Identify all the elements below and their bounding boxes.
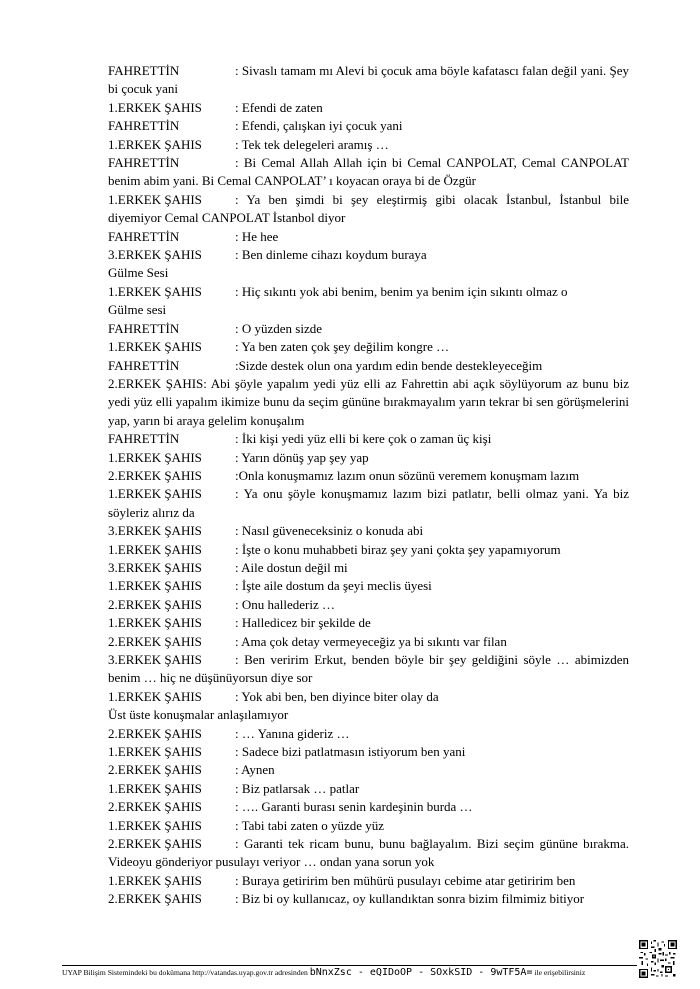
transcript-line — [70, 301, 629, 319]
speaker-name: 2.ERKEK ŞAHIS — [108, 725, 202, 741]
speaker-name: 1.ERKEK ŞAHIS — [108, 541, 202, 557]
footer-prefix: UYAP Bilişim Sistemindeki bu dokümana http://vatandas.uyap.gov.tr adresinden — [62, 968, 308, 977]
utterance-text: : Ama çok detay vermeyeceğiz ya bi sıkıntı var filan — [235, 633, 507, 649]
utterance-text: Gülme Sesi — [108, 265, 169, 281]
utterance-text: :Onla konuşmamız lazım onun sözünü veremem konuşmam lazım — [235, 467, 580, 483]
footer-divider — [62, 965, 637, 966]
utterance-text: : Yok abi ben, ben diyince biter olay da — [235, 688, 439, 704]
speaker-name: 3.ERKEK ŞAHIS — [108, 523, 202, 539]
speaker-name: 1.ERKEK ŞAHIS — [108, 872, 202, 888]
speaker-name: 2.ERKEK ŞAHIS — [108, 596, 202, 612]
utterance-text: : İki kişi yedi yüz elli bi kere çok o zaman üç kişi — [235, 431, 492, 447]
transcript-line — [70, 320, 629, 338]
qr-code-icon — [639, 940, 677, 978]
footer-suffix: ile erişebilirsiniz — [534, 968, 586, 977]
utterance-text: : Biz patlarsak … patlar — [235, 780, 360, 796]
transcript-line — [70, 449, 629, 467]
speaker-name: FAHRETTİN — [108, 431, 180, 447]
transcript — [70, 62, 629, 909]
utterance-text: Üst üste konuşmalar anlaşılamıyor — [108, 707, 289, 723]
transcript-line — [70, 559, 629, 577]
speaker-name: 1.ERKEK ŞAHIS — [108, 283, 202, 299]
utterance-text: : Ya onu şöyle konuşmamız lazım bizi patlatır, belli olmaz yani. Ya biz söyleriz alırız da — [108, 486, 629, 520]
transcript-line — [70, 283, 629, 301]
verification-code: bNnxZsc - eQIDoOP - SOxkSID - 9wTF5A= — [309, 967, 533, 978]
transcript-line — [70, 430, 629, 448]
utterance-text: : Ben dinleme cihazı koydum buraya — [235, 247, 427, 263]
utterance-text: : Aile dostun değil mi — [235, 559, 348, 575]
transcript-line — [70, 154, 629, 191]
transcript-line — [70, 117, 629, 135]
transcript-line — [70, 798, 629, 816]
utterance-text: Gülme sesi — [108, 302, 167, 318]
transcript-line — [70, 761, 629, 779]
utterance-text: : Yarın dönüş yap şey yap — [235, 449, 369, 465]
transcript-line — [70, 633, 629, 651]
utterance-text: :Sizde destek olun ona yardım edin bende destekleyeceğim — [235, 357, 543, 373]
utterance-text: : Hiç sıkıntı yok abi benim, benim ya benim için sıkıntı olmaz o — [235, 283, 568, 299]
speaker-name: 1.ERKEK ŞAHIS — [108, 744, 202, 760]
transcript-line — [70, 651, 629, 688]
speaker-name: FAHRETTİN — [108, 357, 180, 373]
transcript-line — [70, 688, 629, 706]
utterance-text: : Bi Cemal Allah Allah için bi Cemal CANPOLAT, Cemal CANPOLAT benim abim yani. Bi Cemal CANPOLAT’ ı koyacan oraya bi de Özgür — [108, 155, 629, 189]
transcript-line — [70, 485, 629, 522]
speaker-name: 2.ERKEK ŞAHIS — [108, 836, 202, 852]
utterance-text: : Tek tek delegeleri aramış … — [235, 136, 389, 152]
utterance-text: : Buraya getiririm ben mühürü pusulayı cebime atar getiririm ben — [235, 872, 576, 888]
speaker-name: 2.ERKEK ŞAHIS — [108, 633, 202, 649]
transcript-line — [70, 835, 629, 872]
speaker-name: 1.ERKEK ŞAHIS — [108, 191, 202, 207]
transcript-line — [70, 522, 629, 540]
transcript-line — [70, 375, 629, 430]
utterance-text: : Sadece bizi patlatmasın istiyorum ben yani — [235, 744, 466, 760]
transcript-line — [70, 780, 629, 798]
transcript-line — [70, 890, 629, 908]
speaker-name: 2.ERKEK ŞAHIS — [108, 891, 202, 907]
transcript-line — [70, 541, 629, 559]
transcript-line — [70, 136, 629, 154]
speaker-name: 1.ERKEK ŞAHIS — [108, 817, 202, 833]
transcript-line — [70, 872, 629, 890]
speaker-name: 3.ERKEK ŞAHIS — [108, 247, 202, 263]
speaker-name: 1.ERKEK ŞAHIS — [108, 339, 202, 355]
speaker-name: 1.ERKEK ŞAHIS — [108, 449, 202, 465]
speaker-name: 1.ERKEK ŞAHIS — [108, 615, 202, 631]
utterance-text: : Garanti tek ricam bunu, bunu bağlayalım. Bizi seçim gününe bırakma. Videoyu gönderiyor pusulayı veriyor … ondan yana sorun yok — [108, 836, 629, 870]
utterance-text: : Nasıl güveneceksiniz o konuda abi — [235, 523, 424, 539]
speaker-name: 1.ERKEK ŞAHIS — [108, 780, 202, 796]
utterance-text: 2.ERKEK ŞAHIS: Abi şöyle yapalım yedi yüz elli az Fahrettin abi açık söylüyorum az bunu biz yedi yüz elli yapalım ikimize bunu da seçim gününe bırakmayalım yarın tekrar bi sen görüşmelerini yap, yarın bi araya gelelim konuşalım — [108, 375, 629, 428]
utterance-text: : Efendi, çalışkan iyi çocuk yani — [235, 118, 403, 134]
speaker-name: 1.ERKEK ŞAHIS — [108, 99, 202, 115]
utterance-text: : Aynen — [235, 762, 275, 778]
transcript-line — [70, 99, 629, 117]
speaker-name: FAHRETTİN — [108, 63, 180, 78]
utterance-text: : Efendi de zaten — [235, 99, 323, 115]
transcript-line — [70, 191, 629, 228]
transcript-line — [70, 743, 629, 761]
transcript-line — [70, 467, 629, 485]
utterance-text: : Onu hallederiz … — [235, 596, 335, 612]
transcript-line — [70, 614, 629, 632]
utterance-text: : Ben veririm Erkut, benden böyle bir şey geldiğini söyle … abimizden benim … hiç ne düşünüyorsun diye sor — [108, 652, 629, 686]
utterance-text: : …. Garanti burası senin kardeşinin burda … — [235, 799, 473, 815]
utterance-text: : Halledicez bir şekilde de — [235, 615, 371, 631]
utterance-text: : O yüzden sizde — [235, 320, 323, 336]
transcript-line — [70, 577, 629, 595]
utterance-text: : Tabi tabi zaten o yüzde yüz — [235, 817, 385, 833]
transcript-line — [70, 62, 629, 99]
speaker-name: 3.ERKEK ŞAHIS — [108, 559, 202, 575]
utterance-text: : Biz bi oy kullanıcaz, oy kullandıktan sonra bizim filmimiz bitiyor — [235, 891, 585, 907]
transcript-line — [70, 706, 629, 724]
speaker-name: 1.ERKEK ŞAHIS — [108, 688, 202, 704]
speaker-name: 2.ERKEK ŞAHIS — [108, 467, 202, 483]
transcript-line — [70, 596, 629, 614]
speaker-name: 2.ERKEK ŞAHIS — [108, 799, 202, 815]
transcript-line — [70, 817, 629, 835]
speaker-name: 1.ERKEK ŞAHIS — [108, 578, 202, 594]
transcript-line — [70, 246, 629, 264]
transcript-line — [70, 228, 629, 246]
utterance-text: : Ya ben şimdi bi şey eleştirmiş gibi olacak İstanbul, İstanbul bile diyemiyor Cemal CANPOLAT İstanbol diyor — [108, 191, 629, 226]
speaker-name: FAHRETTİN — [108, 228, 180, 244]
utterance-text: : Sivaslı tamam mı Alevi bi çocuk ama böyle kafatascı falan değil yani. Şey bi çocuk yani — [108, 63, 629, 97]
speaker-name: 1.ERKEK ŞAHIS — [108, 486, 202, 502]
utterance-text: : … Yanına gideriz … — [235, 725, 350, 741]
speaker-name: FAHRETTİN — [108, 320, 180, 336]
utterance-text: : İşte aile dostum da şeyi meclis üyesi — [235, 578, 432, 594]
speaker-name: 1.ERKEK ŞAHIS — [108, 136, 202, 152]
speaker-name: FAHRETTİN — [108, 155, 180, 171]
transcript-line — [70, 338, 629, 356]
speaker-name: 2.ERKEK ŞAHIS — [108, 762, 202, 778]
speaker-name: 3.ERKEK ŞAHIS — [108, 652, 202, 667]
transcript-line — [70, 725, 629, 743]
footer-note — [62, 967, 637, 979]
utterance-text: : Ya ben zaten çok şey değilim kongre … — [235, 339, 450, 355]
transcript-line — [70, 264, 629, 282]
utterance-text: : He hee — [235, 228, 279, 244]
utterance-text: : İşte o konu muhabbeti biraz şey yani çokta şey yapamıyorum — [235, 541, 561, 557]
speaker-name: FAHRETTİN — [108, 118, 180, 134]
transcript-line — [70, 357, 629, 375]
